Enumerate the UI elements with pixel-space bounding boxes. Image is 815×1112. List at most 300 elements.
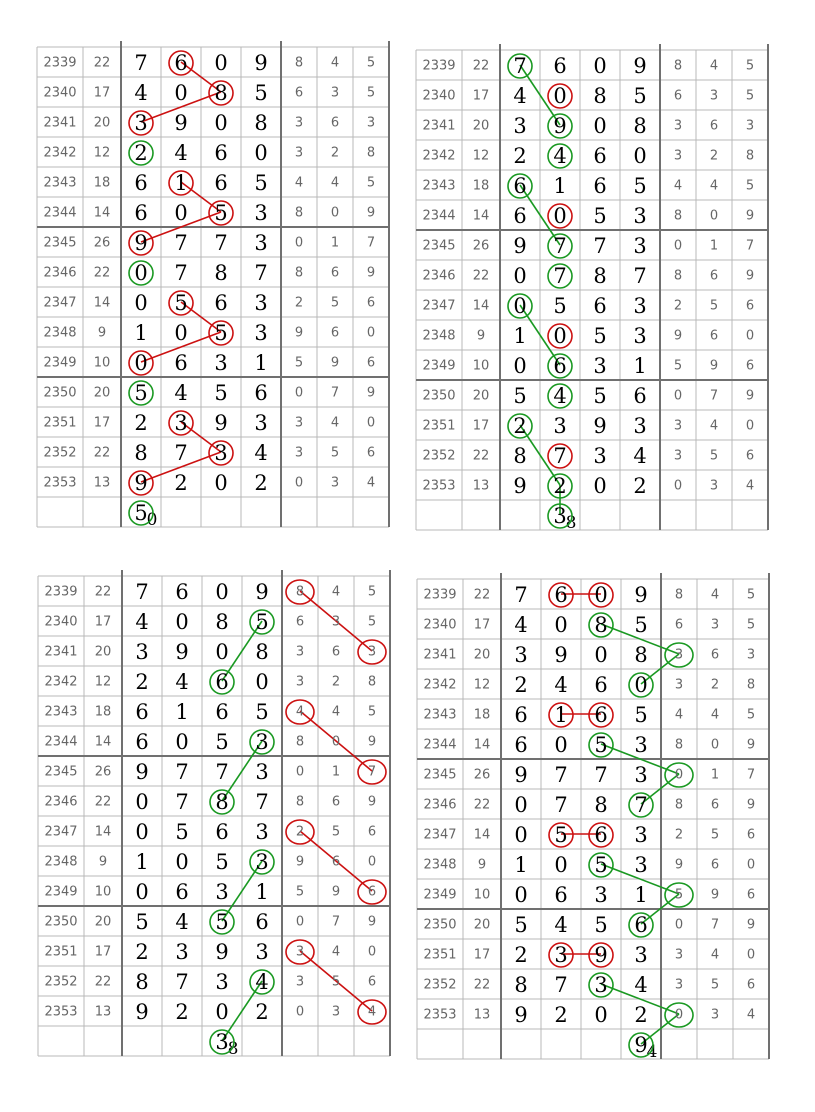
derived-digit: 6 — [709, 328, 719, 344]
issue-number: 2343 — [422, 178, 456, 194]
draw-digit: 6 — [175, 880, 189, 904]
draw-digit: 8 — [134, 441, 148, 465]
draw-digit: 0 — [175, 610, 189, 634]
issue-number: 2346 — [422, 268, 456, 284]
draw-digit: 0 — [593, 474, 607, 498]
draw-digit: 6 — [553, 354, 567, 378]
draw-digit: 5 — [594, 853, 608, 877]
draw-digit: 5 — [633, 174, 647, 198]
draw-digit: 3 — [593, 444, 607, 468]
draw-digit: 3 — [634, 943, 648, 967]
draw-digit: 4 — [255, 970, 269, 994]
derived-digit: 6 — [366, 355, 376, 371]
issue-number: 2343 — [423, 707, 457, 723]
draw-digit: 3 — [634, 823, 648, 847]
draw-digit: 5 — [633, 84, 647, 108]
derived-digit: 6 — [745, 358, 755, 374]
draw-digit: 5 — [254, 171, 268, 195]
draw-digit: 7 — [254, 261, 268, 285]
derived-digit: 0 — [295, 764, 305, 780]
issue-number: 2351 — [43, 415, 77, 431]
draw-digit: 3 — [554, 943, 568, 967]
derived-digit: 9 — [673, 328, 683, 344]
issue-number: 2348 — [422, 328, 456, 344]
derived-digit: 8 — [673, 268, 683, 284]
derived-digit: 5 — [366, 55, 376, 71]
derived-digit: 5 — [367, 584, 377, 600]
derived-digit: 2 — [330, 145, 340, 161]
draw-digit: 3 — [254, 231, 268, 255]
draw-digit: 0 — [554, 613, 568, 637]
draw-digit: 4 — [513, 84, 527, 108]
draw-digit: 7 — [513, 54, 527, 78]
derived-digit: 0 — [674, 767, 684, 783]
draw-digit: 4 — [254, 441, 268, 465]
issue-number: 2353 — [44, 1004, 78, 1020]
draw-digit: 4 — [175, 910, 189, 934]
issue-number: 2351 — [423, 947, 457, 963]
derived-digit: 6 — [710, 647, 720, 663]
draw-digit: 7 — [594, 763, 608, 787]
draw-digit: 3 — [255, 730, 269, 754]
draw-digit: 9 — [135, 760, 149, 784]
draw-digit: 4 — [514, 613, 528, 637]
sum-value: 18 — [94, 704, 112, 720]
issue-number: 2352 — [44, 974, 78, 990]
derived-digit: 4 — [746, 1007, 756, 1023]
draw-digit: 2 — [135, 670, 149, 694]
draw-digit: 3 — [633, 294, 647, 318]
chart-grid-bottom-right — [416, 578, 772, 1062]
draw-digit: 3 — [634, 763, 648, 787]
draw-digit: 9 — [134, 471, 148, 495]
issue-number: 2348 — [43, 325, 77, 341]
draw-digit: 3 — [174, 411, 188, 435]
sum-value: 17 — [94, 614, 112, 630]
derived-digit: 0 — [745, 418, 755, 434]
sum-value: 14 — [94, 824, 112, 840]
draw-digit: 4 — [174, 141, 188, 165]
sum-value: 22 — [93, 265, 111, 281]
sum-value: 26 — [473, 767, 491, 783]
sum-value: 17 — [94, 944, 112, 960]
draw-digit: 0 — [594, 1003, 608, 1027]
draw-digit: 2 — [134, 411, 148, 435]
derived-digit: 6 — [674, 617, 684, 633]
draw-digit: 0 — [593, 114, 607, 138]
derived-digit: 4 — [674, 707, 684, 723]
sum-value: 20 — [94, 644, 112, 660]
draw-digit: 7 — [514, 583, 528, 607]
derived-digit: 1 — [709, 238, 719, 254]
issue-number: 2349 — [44, 884, 78, 900]
draw-digit: 2 — [135, 940, 149, 964]
derived-digit: 9 — [745, 388, 755, 404]
draw-digit: 5 — [514, 913, 528, 937]
issue-number: 2344 — [43, 205, 77, 221]
issue-number: 2349 — [43, 355, 77, 371]
draw-digit: 3 — [255, 820, 269, 844]
sum-value: 14 — [472, 298, 490, 314]
derived-digit: 5 — [673, 358, 683, 374]
derived-digit: 5 — [367, 614, 377, 630]
derived-digit: 4 — [331, 704, 341, 720]
draw-digit: 5 — [214, 201, 228, 225]
derived-digit: 5 — [331, 824, 341, 840]
derived-digit: 8 — [294, 205, 304, 221]
draw-digit: 4 — [553, 144, 567, 168]
sum-value: 9 — [477, 857, 487, 873]
sum-value: 20 — [93, 385, 111, 401]
derived-digit: 4 — [295, 704, 305, 720]
sum-value: 26 — [94, 764, 112, 780]
issue-number: 2340 — [423, 617, 457, 633]
draw-digit: 3 — [513, 114, 527, 138]
draw-digit: 6 — [214, 291, 228, 315]
draw-digit: 0 — [214, 111, 228, 135]
draw-digit: 5 — [513, 384, 527, 408]
draw-digit: 3 — [254, 291, 268, 315]
derived-digit: 4 — [709, 418, 719, 434]
draw-digit: 7 — [554, 793, 568, 817]
issue-number: 2346 — [43, 265, 77, 281]
draw-digit: 8 — [135, 970, 149, 994]
draw-digit: 9 — [214, 411, 228, 435]
issue-number: 2342 — [422, 148, 456, 164]
draw-digit: 3 — [633, 234, 647, 258]
draw-digit: 0 — [175, 850, 189, 874]
derived-digit: 4 — [331, 584, 341, 600]
draw-digit: 6 — [214, 171, 228, 195]
sum-value: 14 — [473, 827, 491, 843]
derived-digit: 3 — [294, 415, 304, 431]
sum-value: 14 — [472, 208, 490, 224]
draw-digit: 0 — [554, 733, 568, 757]
draw-digit: 6 — [514, 733, 528, 757]
draw-digit: 7 — [554, 973, 568, 997]
sum-value: 18 — [473, 707, 491, 723]
sum-value: 26 — [472, 238, 490, 254]
derived-digit: 9 — [674, 857, 684, 873]
issue-number: 2348 — [423, 857, 457, 873]
draw-digit: 4 — [134, 81, 148, 105]
draw-digit: 6 — [593, 144, 607, 168]
sum-value: 12 — [93, 145, 111, 161]
draw-digit: 6 — [214, 141, 228, 165]
derived-digit: 5 — [745, 58, 755, 74]
draw-digit: 6 — [175, 580, 189, 604]
sum-value: 13 — [93, 475, 111, 491]
derived-digit: 0 — [673, 478, 683, 494]
draw-digit: 7 — [175, 790, 189, 814]
issue-number: 2344 — [44, 734, 78, 750]
derived-digit: 3 — [367, 644, 377, 660]
derived-digit: 7 — [366, 235, 376, 251]
draw-digit: 0 — [594, 643, 608, 667]
derived-digit: 3 — [674, 677, 684, 693]
draw-digit: 6 — [134, 201, 148, 225]
issue-number: 2347 — [43, 295, 77, 311]
derived-digit: 3 — [746, 647, 756, 663]
derived-digit: 4 — [366, 475, 376, 491]
derived-digit: 3 — [710, 617, 720, 633]
issue-number: 2353 — [422, 478, 456, 494]
derived-digit: 6 — [710, 797, 720, 813]
draw-digit: 1 — [633, 354, 647, 378]
draw-digit: 9 — [135, 1000, 149, 1024]
derived-digit: 7 — [745, 238, 755, 254]
draw-digit: 8 — [255, 640, 269, 664]
draw-digit: 6 — [514, 703, 528, 727]
derived-digit: 9 — [331, 884, 341, 900]
derived-digit: 4 — [673, 178, 683, 194]
derived-digit: 5 — [745, 88, 755, 104]
draw-digit: 5 — [255, 610, 269, 634]
draw-digit: 3 — [214, 351, 228, 375]
issue-number: 2345 — [423, 767, 457, 783]
draw-digit: 5 — [593, 324, 607, 348]
draw-digit: 2 — [174, 471, 188, 495]
derived-digit: 5 — [295, 884, 305, 900]
sum-value: 20 — [473, 917, 491, 933]
derived-digit: 3 — [673, 148, 683, 164]
draw-digit: 3 — [215, 880, 229, 904]
draw-digit: 2 — [134, 141, 148, 165]
draw-digit: 7 — [255, 790, 269, 814]
draw-digit: 7 — [134, 51, 148, 75]
derived-digit: 6 — [330, 115, 340, 131]
draw-digit: 7 — [215, 760, 229, 784]
draw-digit: 4 — [174, 381, 188, 405]
draw-digit: 5 — [634, 613, 648, 637]
sum-value: 22 — [472, 448, 490, 464]
draw-digit: 2 — [633, 474, 647, 498]
issue-number: 2349 — [423, 887, 457, 903]
draw-digit: 7 — [553, 234, 567, 258]
sum-value: 14 — [473, 737, 491, 753]
issue-number: 2342 — [44, 674, 78, 690]
prediction-digit: 9 — [634, 1033, 648, 1057]
derived-digit: 9 — [746, 737, 756, 753]
issue-number: 2352 — [422, 448, 456, 464]
sum-value: 22 — [472, 268, 490, 284]
sum-value: 9 — [97, 325, 107, 341]
derived-digit: 0 — [709, 208, 719, 224]
draw-digit: 7 — [174, 261, 188, 285]
issue-number: 2345 — [43, 235, 77, 251]
sum-value: 22 — [473, 797, 491, 813]
draw-digit: 9 — [134, 231, 148, 255]
derived-digit: 6 — [367, 884, 377, 900]
draw-digit: 7 — [553, 264, 567, 288]
draw-digit: 0 — [513, 264, 527, 288]
draw-digit: 3 — [634, 733, 648, 757]
sum-value: 17 — [93, 85, 111, 101]
draw-digit: 3 — [255, 940, 269, 964]
issue-number: 2340 — [422, 88, 456, 104]
derived-digit: 5 — [366, 85, 376, 101]
draw-digit: 0 — [215, 580, 229, 604]
draw-digit: 7 — [553, 444, 567, 468]
draw-digit: 0 — [254, 141, 268, 165]
derived-digit: 3 — [710, 1007, 720, 1023]
draw-digit: 1 — [514, 853, 528, 877]
derived-digit: 4 — [294, 175, 304, 191]
draw-digit: 3 — [134, 111, 148, 135]
derived-digit: 3 — [366, 115, 376, 131]
derived-digit: 0 — [673, 388, 683, 404]
sum-value: 9 — [476, 328, 486, 344]
draw-digit: 7 — [633, 264, 647, 288]
issue-number: 2339 — [422, 58, 456, 74]
draw-digit: 7 — [214, 231, 228, 255]
derived-digit: 4 — [709, 178, 719, 194]
derived-digit: 3 — [709, 478, 719, 494]
derived-digit: 6 — [746, 887, 756, 903]
draw-digit: 6 — [174, 351, 188, 375]
issue-number: 2351 — [44, 944, 78, 960]
derived-digit: 6 — [709, 268, 719, 284]
draw-digit: 4 — [553, 384, 567, 408]
derived-digit: 6 — [366, 295, 376, 311]
draw-digit: 6 — [215, 820, 229, 844]
draw-digit: 0 — [134, 351, 148, 375]
draw-digit: 8 — [215, 790, 229, 814]
draw-digit: 1 — [254, 351, 268, 375]
derived-digit: 8 — [367, 674, 377, 690]
derived-digit: 5 — [746, 587, 756, 603]
sum-value: 26 — [93, 235, 111, 251]
derived-digit: 2 — [709, 148, 719, 164]
derived-digit: 7 — [367, 764, 377, 780]
draw-digit: 1 — [174, 171, 188, 195]
draw-digit: 3 — [594, 883, 608, 907]
draw-digit: 0 — [634, 673, 648, 697]
derived-digit: 7 — [331, 914, 341, 930]
derived-digit: 3 — [673, 118, 683, 134]
sum-value: 17 — [473, 947, 491, 963]
draw-digit: 9 — [513, 234, 527, 258]
draw-digit: 1 — [553, 174, 567, 198]
draw-digit: 7 — [175, 760, 189, 784]
derived-digit: 5 — [709, 298, 719, 314]
derived-digit: 6 — [367, 974, 377, 990]
draw-digit: 0 — [134, 261, 148, 285]
derived-digit: 9 — [709, 358, 719, 374]
derived-digit: 5 — [330, 295, 340, 311]
sum-value: 14 — [93, 295, 111, 311]
draw-digit: 8 — [633, 114, 647, 138]
draw-digit: 0 — [135, 880, 149, 904]
derived-digit: 9 — [367, 914, 377, 930]
prediction-subscript: 0 — [146, 510, 158, 530]
issue-number: 2339 — [43, 55, 77, 71]
derived-digit: 9 — [330, 355, 340, 371]
derived-digit: 9 — [295, 854, 305, 870]
derived-digit: 2 — [673, 298, 683, 314]
draw-digit: 6 — [554, 883, 568, 907]
derived-digit: 0 — [745, 328, 755, 344]
draw-digit: 3 — [255, 760, 269, 784]
draw-digit: 5 — [215, 910, 229, 934]
derived-digit: 7 — [746, 767, 756, 783]
issue-number: 2349 — [422, 358, 456, 374]
derived-digit: 3 — [674, 977, 684, 993]
draw-digit: 5 — [634, 703, 648, 727]
derived-digit: 3 — [745, 118, 755, 134]
draw-digit: 3 — [254, 411, 268, 435]
derived-digit: 4 — [745, 478, 755, 494]
derived-digit: 4 — [710, 587, 720, 603]
derived-digit: 4 — [331, 944, 341, 960]
draw-digit: 5 — [215, 850, 229, 874]
chart-panel-top-right — [415, 49, 771, 533]
issue-number: 2339 — [423, 587, 457, 603]
chart-panel-bottom-left — [37, 575, 393, 1059]
issue-number: 2348 — [44, 854, 78, 870]
derived-digit: 9 — [366, 385, 376, 401]
derived-digit: 6 — [745, 298, 755, 314]
draw-digit: 9 — [553, 114, 567, 138]
draw-digit: 6 — [135, 700, 149, 724]
draw-digit: 3 — [175, 940, 189, 964]
derived-digit: 0 — [674, 1007, 684, 1023]
derived-digit: 6 — [294, 85, 304, 101]
issue-number: 2344 — [422, 208, 456, 224]
derived-digit: 4 — [709, 58, 719, 74]
derived-digit: 9 — [367, 734, 377, 750]
draw-digit: 8 — [513, 444, 527, 468]
derived-digit: 6 — [330, 325, 340, 341]
draw-digit: 2 — [254, 471, 268, 495]
derived-digit: 3 — [294, 145, 304, 161]
derived-digit: 9 — [710, 887, 720, 903]
sum-value: 10 — [473, 887, 491, 903]
issue-number: 2350 — [423, 917, 457, 933]
sum-value: 17 — [472, 88, 490, 104]
draw-digit: 1 — [634, 883, 648, 907]
derived-digit: 0 — [673, 238, 683, 254]
draw-digit: 6 — [134, 171, 148, 195]
draw-digit: 2 — [255, 1000, 269, 1024]
draw-digit: 0 — [513, 294, 527, 318]
sum-value: 20 — [472, 388, 490, 404]
draw-digit: 6 — [593, 174, 607, 198]
derived-digit: 5 — [330, 445, 340, 461]
draw-digit: 7 — [554, 763, 568, 787]
draw-digit: 3 — [514, 643, 528, 667]
draw-digit: 6 — [594, 823, 608, 847]
issue-number: 2352 — [43, 445, 77, 461]
draw-digit: 0 — [633, 144, 647, 168]
draw-digit: 1 — [135, 850, 149, 874]
derived-digit: 2 — [294, 295, 304, 311]
draw-digit: 0 — [174, 201, 188, 225]
draw-digit: 8 — [594, 613, 608, 637]
draw-digit: 4 — [633, 444, 647, 468]
derived-digit: 6 — [745, 448, 755, 464]
draw-digit: 3 — [633, 414, 647, 438]
derived-digit: 5 — [710, 827, 720, 843]
derived-digit: 8 — [294, 265, 304, 281]
derived-digit: 9 — [746, 917, 756, 933]
draw-digit: 3 — [634, 853, 648, 877]
draw-digit: 8 — [514, 973, 528, 997]
issue-number: 2350 — [43, 385, 77, 401]
draw-digit: 3 — [255, 850, 269, 874]
draw-digit: 0 — [594, 583, 608, 607]
issue-number: 2341 — [422, 118, 456, 134]
